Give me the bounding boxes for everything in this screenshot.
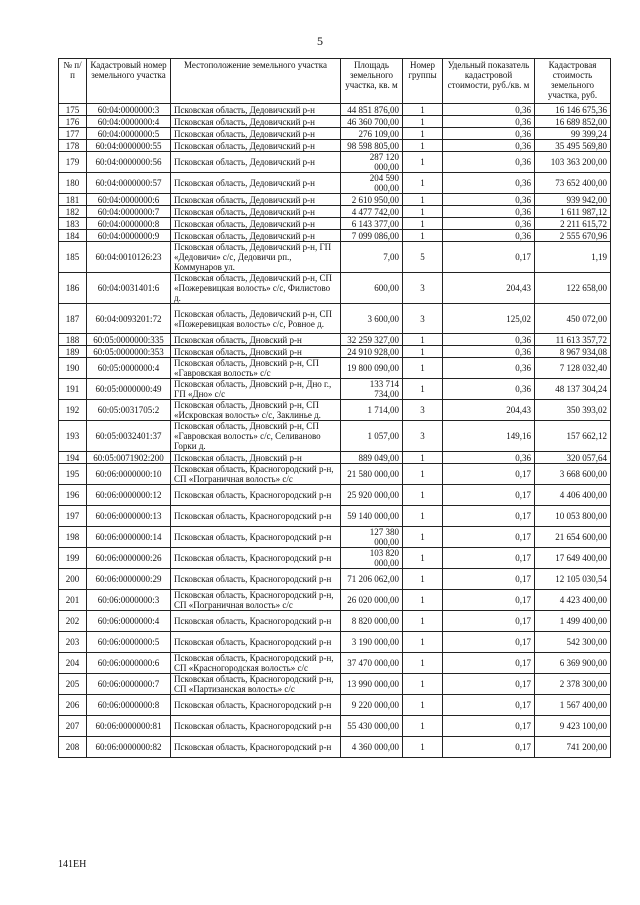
table-row [59,569,611,590]
cell-cadastral-number: 60:06:0000000:81 [87,716,171,737]
cell-area: 276 109,00 [341,128,403,140]
cell-cadastral-number: 60:04:0093201:72 [87,304,171,334]
cell-rate: 0,36 [443,104,535,116]
cell-location: Псковская область, Дедовичский р-н [171,218,341,230]
cell-cost: 4 406 400,00 [535,485,611,506]
cell-num: 203 [59,632,87,653]
cell-cost: 4 423 400,00 [535,590,611,611]
cell-cost: 12 105 030,54 [535,569,611,590]
cell-location: Псковская область, Красногородский р-н [171,716,341,737]
cell-cost: 350 393,02 [535,400,611,421]
table-row [59,334,611,346]
table-row [59,400,611,421]
cell-rate: 204,43 [443,400,535,421]
table-row [59,506,611,527]
cell-area: 6 143 377,00 [341,218,403,230]
cell-location: Псковская область, Красногородский р-н [171,695,341,716]
cell-num: 180 [59,173,87,194]
cell-group: 1 [403,674,443,695]
table-row [59,737,611,758]
cell-cadastral-number: 60:04:0000000:4 [87,116,171,128]
cell-location: Псковская область, Красногородский р-н [171,527,341,548]
header-cadastral-number: Кадастровый номер земельного участка [87,59,171,104]
cell-cadastral-number: 60:06:0000000:3 [87,590,171,611]
cell-location: Псковская область, Дедовичский р-н [171,116,341,128]
cell-cost: 1 567 400,00 [535,695,611,716]
cell-cadastral-number: 60:04:0000000:9 [87,230,171,242]
cell-location: Псковская область, Красногородский р-н, СП «Пограничная волость» с/с [171,464,341,485]
header-group: Номер группы [403,59,443,104]
cell-group: 1 [403,104,443,116]
table-row [59,379,611,400]
cell-num: 190 [59,358,87,379]
cell-cadastral-number: 60:04:0010126:23 [87,242,171,273]
cell-cost: 6 369 900,00 [535,653,611,674]
cell-rate: 0,17 [443,485,535,506]
cell-area: 287 120 000,00 [341,152,403,173]
cell-area: 1 714,00 [341,400,403,421]
cell-cost: 2 211 615,72 [535,218,611,230]
cell-cadastral-number: 60:06:0000000:7 [87,674,171,695]
cell-area: 21 580 000,00 [341,464,403,485]
cell-rate: 0,36 [443,334,535,346]
cell-cost: 17 649 400,00 [535,548,611,569]
cell-cadastral-number: 60:04:0031401:6 [87,273,171,304]
cell-num: 194 [59,452,87,464]
cell-group: 3 [403,400,443,421]
cell-cadastral-number: 60:06:0000000:26 [87,548,171,569]
table-row [59,152,611,173]
cell-cost: 3 668 600,00 [535,464,611,485]
cell-rate: 0,17 [443,716,535,737]
cell-num: 199 [59,548,87,569]
cell-cadastral-number: 60:06:0000000:10 [87,464,171,485]
cell-rate: 0,17 [443,737,535,758]
cell-group: 1 [403,506,443,527]
header-num: № п/п [59,59,87,104]
cell-area: 7,00 [341,242,403,273]
cell-num: 193 [59,421,87,452]
cell-cadastral-number: 60:04:0000000:55 [87,140,171,152]
cell-location: Псковская область, Красногородский р-н [171,737,341,758]
table-row [59,485,611,506]
cell-location: Псковская область, Дновский р-н [171,452,341,464]
cell-area: 7 099 086,00 [341,230,403,242]
cell-group: 1 [403,527,443,548]
cell-group: 1 [403,128,443,140]
cell-location: Псковская область, Дновский р-н, СП «Искровская волость» с/с, Заклинье д. [171,400,341,421]
cell-group: 3 [403,273,443,304]
cell-rate: 125,02 [443,304,535,334]
cadastral-value-table [58,58,611,758]
cell-rate: 0,17 [443,653,535,674]
cell-cadastral-number: 60:06:0000000:82 [87,737,171,758]
cell-group: 1 [403,485,443,506]
cell-num: 178 [59,140,87,152]
cell-location: Псковская область, Дновский р-н, Дно г., ГП «Дно» с/с [171,379,341,400]
cell-num: 184 [59,230,87,242]
table-row [59,695,611,716]
cell-cadastral-number: 60:06:0000000:6 [87,653,171,674]
table-row [59,173,611,194]
cell-num: 192 [59,400,87,421]
cell-cadastral-number: 60:06:0000000:13 [87,506,171,527]
cell-cost: 21 654 600,00 [535,527,611,548]
table-row [59,716,611,737]
cell-cost: 542 300,00 [535,632,611,653]
table-row [59,194,611,206]
cell-num: 189 [59,346,87,358]
table-row [59,128,611,140]
cell-rate: 0,17 [443,569,535,590]
cell-rate: 0,17 [443,674,535,695]
cell-location: Псковская область, Дедовичский р-н [171,230,341,242]
cell-area: 37 470 000,00 [341,653,403,674]
cell-area: 98 598 805,00 [341,140,403,152]
cell-rate: 0,36 [443,379,535,400]
cell-num: 188 [59,334,87,346]
cell-rate: 0,36 [443,128,535,140]
cell-location: Псковская область, Красногородский р-н [171,548,341,569]
cell-num: 185 [59,242,87,273]
cell-num: 200 [59,569,87,590]
cell-rate: 0,36 [443,230,535,242]
cell-rate: 0,36 [443,452,535,464]
cell-area: 1 057,00 [341,421,403,452]
cell-group: 1 [403,230,443,242]
cell-location: Псковская область, Красногородский р-н [171,611,341,632]
cell-location: Псковская область, Красногородский р-н [171,632,341,653]
table-row [59,358,611,379]
cell-group: 1 [403,140,443,152]
cell-area: 55 430 000,00 [341,716,403,737]
cell-rate: 0,17 [443,527,535,548]
cell-cadastral-number: 60:05:0000000:335 [87,334,171,346]
cell-cadastral-number: 60:04:0000000:3 [87,104,171,116]
cell-num: 175 [59,104,87,116]
cell-rate: 0,17 [443,590,535,611]
cell-cadastral-number: 60:04:0000000:5 [87,128,171,140]
cell-location: Псковская область, Дновский р-н [171,334,341,346]
cell-cost: 10 053 800,00 [535,506,611,527]
cell-num: 204 [59,653,87,674]
cell-num: 205 [59,674,87,695]
cell-location: Псковская область, Дедовичский р-н [171,140,341,152]
cell-rate: 0,17 [443,548,535,569]
cell-group: 1 [403,569,443,590]
cell-cost: 11 613 357,72 [535,334,611,346]
cell-num: 197 [59,506,87,527]
cell-cost: 16 146 675,36 [535,104,611,116]
cell-group: 1 [403,632,443,653]
table-header-row [59,59,611,104]
cell-group: 1 [403,194,443,206]
cell-area: 4 360 000,00 [341,737,403,758]
cell-group: 5 [403,242,443,273]
table-row [59,273,611,304]
cell-rate: 0,36 [443,218,535,230]
cell-num: 181 [59,194,87,206]
cell-location: Псковская область, Красногородский р-н, СП «Партизанская волость» с/с [171,674,341,695]
table-row [59,464,611,485]
cell-rate: 0,17 [443,611,535,632]
cell-area: 127 380 000,00 [341,527,403,548]
cell-cost: 7 128 032,40 [535,358,611,379]
cell-num: 207 [59,716,87,737]
cell-num: 206 [59,695,87,716]
cell-group: 1 [403,590,443,611]
cell-area: 25 920 000,00 [341,485,403,506]
cell-location: Псковская область, Дновский р-н [171,346,341,358]
cell-location: Псковская область, Дедовичский р-н, СП «Пожеревицкая волость» с/с, Филистово д. [171,273,341,304]
cell-location: Псковская область, Дедовичский р-н [171,104,341,116]
cell-cadastral-number: 60:04:0000000:8 [87,218,171,230]
cell-location: Псковская область, Красногородский р-н [171,569,341,590]
cell-rate: 0,36 [443,358,535,379]
cell-group: 1 [403,334,443,346]
cell-num: 179 [59,152,87,173]
cell-cost: 939 942,00 [535,194,611,206]
cell-location: Псковская область, Красногородский р-н, СП «Красногородская волость» с/с [171,653,341,674]
cell-area: 46 360 700,00 [341,116,403,128]
cell-num: 196 [59,485,87,506]
cell-num: 177 [59,128,87,140]
cell-cost: 103 363 200,00 [535,152,611,173]
cell-area: 71 206 062,00 [341,569,403,590]
cell-location: Псковская область, Дедовичский р-н, СП «Пожеревицкая волость» с/с, Ровное д. [171,304,341,334]
cell-cost: 1 499 400,00 [535,611,611,632]
cell-area: 24 910 928,00 [341,346,403,358]
header-location: Местоположение земельного участка [171,59,341,104]
cell-rate: 0,36 [443,206,535,218]
table-row [59,421,611,452]
cell-group: 1 [403,152,443,173]
cell-cadastral-number: 60:05:0000000:4 [87,358,171,379]
cell-cost: 1 611 987,12 [535,206,611,218]
cell-cost: 1,19 [535,242,611,273]
cell-rate: 0,17 [443,242,535,273]
cell-num: 187 [59,304,87,334]
cell-cadastral-number: 60:06:0000000:29 [87,569,171,590]
cell-group: 1 [403,695,443,716]
cell-group: 1 [403,346,443,358]
cell-group: 1 [403,116,443,128]
cell-cost: 2 555 670,96 [535,230,611,242]
table-row [59,674,611,695]
cell-area: 133 714 734,00 [341,379,403,400]
footer-code: 141ЕН [58,859,87,870]
cell-location: Псковская область, Дедовичский р-н [171,194,341,206]
cell-area: 600,00 [341,273,403,304]
table-row [59,230,611,242]
cell-cadastral-number: 60:04:0000000:56 [87,152,171,173]
cell-num: 183 [59,218,87,230]
cell-group: 1 [403,716,443,737]
cell-location: Псковская область, Дедовичский р-н [171,206,341,218]
cell-cadastral-number: 60:05:0071902:200 [87,452,171,464]
cell-group: 1 [403,611,443,632]
table-row [59,242,611,273]
cell-location: Псковская область, Дедовичский р-н [171,152,341,173]
cell-num: 202 [59,611,87,632]
cell-group: 1 [403,653,443,674]
cell-rate: 0,36 [443,116,535,128]
cell-location: Псковская область, Красногородский р-н [171,506,341,527]
cell-rate: 0,17 [443,506,535,527]
table-row [59,346,611,358]
cell-group: 1 [403,206,443,218]
cell-cost: 157 662,12 [535,421,611,452]
cell-area: 8 820 000,00 [341,611,403,632]
cell-cost: 741 200,00 [535,737,611,758]
cell-rate: 0,36 [443,152,535,173]
cell-group: 1 [403,548,443,569]
cell-area: 44 851 876,00 [341,104,403,116]
cell-area: 26 020 000,00 [341,590,403,611]
cell-num: 186 [59,273,87,304]
cell-area: 3 190 000,00 [341,632,403,653]
cell-cadastral-number: 60:04:0000000:6 [87,194,171,206]
table-row [59,611,611,632]
cell-location: Псковская область, Дновский р-н, СП «Гавровская волость» с/с, Селиваново Горки д. [171,421,341,452]
cell-group: 1 [403,379,443,400]
table-row [59,452,611,464]
cell-location: Псковская область, Дновский р-н, СП «Гавровская волость» с/с [171,358,341,379]
cell-location: Псковская область, Красногородский р-н [171,485,341,506]
table-row [59,218,611,230]
header-cost: Кадастровая стоимость земельного участка, руб. [535,59,611,104]
cell-cost: 122 658,00 [535,273,611,304]
cell-num: 198 [59,527,87,548]
cell-location: Псковская область, Дедовичский р-н [171,128,341,140]
cell-rate: 149,16 [443,421,535,452]
cell-area: 9 220 000,00 [341,695,403,716]
cell-cost: 73 652 400,00 [535,173,611,194]
table-row [59,304,611,334]
cell-group: 1 [403,464,443,485]
cell-location: Псковская область, Дедовичский р-н, ГП «Дедовичи» с/с, Дедовичи рп., Коммунаров ул. [171,242,341,273]
cell-location: Псковская область, Красногородский р-н, СП «Пограничная волость» с/с [171,590,341,611]
cell-cadastral-number: 60:04:0000000:57 [87,173,171,194]
cell-cadastral-number: 60:05:0000000:353 [87,346,171,358]
table-row [59,140,611,152]
cell-cost: 99 399,24 [535,128,611,140]
cell-area: 204 590 000,00 [341,173,403,194]
cell-num: 195 [59,464,87,485]
cell-cost: 48 137 304,24 [535,379,611,400]
cell-cost: 8 967 934,08 [535,346,611,358]
cell-area: 59 140 000,00 [341,506,403,527]
table-row [59,116,611,128]
cell-cadastral-number: 60:06:0000000:4 [87,611,171,632]
table-row [59,206,611,218]
cell-num: 176 [59,116,87,128]
table-row [59,104,611,116]
header-rate: Удельный показатель кадастровой стоимости, руб./кв. м [443,59,535,104]
cell-rate: 0,17 [443,695,535,716]
table-body [59,104,611,758]
cell-cadastral-number: 60:05:0032401:37 [87,421,171,452]
cell-location: Псковская область, Дедовичский р-н [171,173,341,194]
cell-num: 182 [59,206,87,218]
table-row [59,653,611,674]
cell-cost: 16 689 852,00 [535,116,611,128]
cell-area: 103 820 000,00 [341,548,403,569]
cell-group: 1 [403,218,443,230]
cell-rate: 0,36 [443,194,535,206]
cell-num: 191 [59,379,87,400]
cell-cost: 9 423 100,00 [535,716,611,737]
cell-group: 1 [403,173,443,194]
table-row [59,548,611,569]
cell-rate: 0,36 [443,346,535,358]
cell-area: 889 049,00 [341,452,403,464]
cell-cadastral-number: 60:06:0000000:14 [87,527,171,548]
cell-cadastral-number: 60:06:0000000:12 [87,485,171,506]
cell-cadastral-number: 60:06:0000000:8 [87,695,171,716]
cell-area: 19 800 090,00 [341,358,403,379]
cell-cost: 35 495 569,80 [535,140,611,152]
table-row [59,527,611,548]
cell-group: 1 [403,737,443,758]
cell-rate: 0,17 [443,632,535,653]
cell-group: 3 [403,304,443,334]
cell-num: 201 [59,590,87,611]
cell-area: 3 600,00 [341,304,403,334]
cell-group: 1 [403,358,443,379]
cell-rate: 204,43 [443,273,535,304]
cell-cadastral-number: 60:04:0000000:7 [87,206,171,218]
cell-area: 13 990 000,00 [341,674,403,695]
cell-area: 32 259 327,00 [341,334,403,346]
cell-area: 4 477 742,00 [341,206,403,218]
header-area: Площадь земельного участка, кв. м [341,59,403,104]
page-number: 5 [317,34,323,48]
cell-cadastral-number: 60:05:0031705:2 [87,400,171,421]
cell-area: 2 610 950,00 [341,194,403,206]
cell-num: 208 [59,737,87,758]
cell-rate: 0,17 [443,464,535,485]
cell-group: 3 [403,421,443,452]
cell-rate: 0,36 [443,173,535,194]
cell-cost: 320 057,64 [535,452,611,464]
table-row [59,632,611,653]
cell-rate: 0,36 [443,140,535,152]
cell-cost: 2 378 300,00 [535,674,611,695]
cell-cadastral-number: 60:05:0000000:49 [87,379,171,400]
table-row [59,590,611,611]
cell-cadastral-number: 60:06:0000000:5 [87,632,171,653]
cell-cost: 450 072,00 [535,304,611,334]
cell-group: 1 [403,452,443,464]
